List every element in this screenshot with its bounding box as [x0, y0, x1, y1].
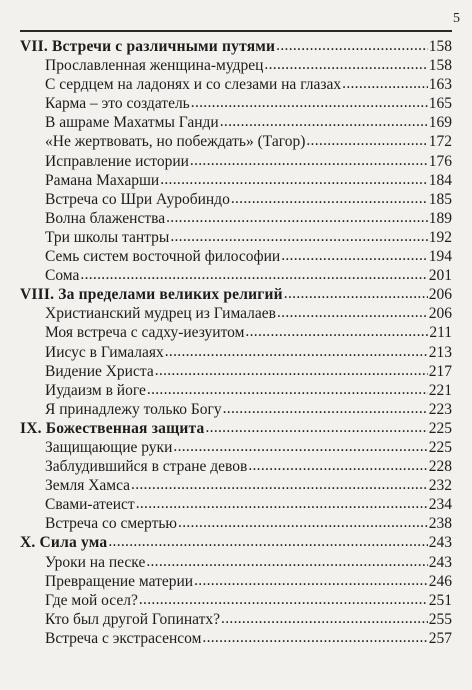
dot-leader	[342, 74, 428, 93]
entry-page: 213	[428, 343, 452, 361]
entry-title: Прославленная женщина-мудрец	[45, 57, 264, 75]
toc-entry[interactable]	[20, 152, 452, 171]
section-page: 158	[428, 38, 452, 55]
entry-page: 206	[428, 305, 452, 323]
dot-leader	[194, 571, 428, 590]
dot-leader	[284, 284, 428, 303]
entry-title: Превращение материи	[45, 572, 194, 590]
dot-leader	[277, 303, 428, 322]
toc-section-7[interactable]	[20, 37, 452, 56]
entry-page: 217	[428, 362, 452, 380]
entry-title: Встреча с экстрасенсом	[45, 629, 202, 647]
dot-leader	[248, 456, 427, 475]
dot-leader	[131, 475, 428, 494]
dot-leader	[170, 227, 427, 246]
entry-title: Встреча со смертью	[45, 515, 178, 533]
entry-page: 194	[428, 248, 452, 266]
toc-entry[interactable]	[20, 591, 452, 610]
dot-leader	[276, 36, 428, 55]
toc-entry[interactable]	[20, 171, 452, 190]
entry-title: Встреча со Шри Ауробиндо	[45, 190, 230, 208]
toc-entry[interactable]	[20, 190, 452, 209]
entry-title: Защищающие руки	[45, 438, 173, 456]
toc-entry[interactable]	[20, 400, 452, 419]
entry-page: 165	[428, 95, 452, 113]
entry-title: С сердцем на ладонях и со слезами на глазах	[45, 76, 342, 94]
toc-entry[interactable]	[20, 476, 452, 495]
toc-entry[interactable]	[20, 572, 452, 591]
toc-entry[interactable]	[20, 629, 452, 648]
section-title: VIII. За пределами великих религий	[20, 286, 283, 304]
entry-page: 223	[428, 400, 452, 418]
dot-leader	[165, 342, 428, 361]
page-number: 5	[453, 11, 460, 26]
entry-title: Видение Христа	[45, 362, 154, 380]
dot-leader	[173, 437, 427, 456]
dot-leader	[245, 322, 428, 341]
section-page: 225	[428, 419, 452, 437]
dot-leader	[146, 552, 427, 571]
entry-title: Кто был другой Гопинатх?	[45, 610, 221, 628]
toc-entry[interactable]	[20, 94, 452, 113]
toc-entry[interactable]	[20, 323, 452, 342]
dot-leader	[231, 189, 428, 208]
toc-entry[interactable]	[20, 247, 452, 266]
toc-entry[interactable]	[20, 362, 452, 381]
toc-entry[interactable]	[20, 610, 452, 629]
entry-title: Карма – это создатель	[45, 95, 190, 113]
entry-page: 184	[428, 171, 452, 189]
dot-leader	[108, 532, 427, 551]
toc-entry[interactable]	[20, 438, 452, 457]
entry-title: Исправление истории	[45, 152, 189, 170]
toc-entry[interactable]	[20, 209, 452, 228]
entry-page: 234	[428, 496, 452, 514]
toc-entry[interactable]	[20, 56, 452, 75]
entry-title: Сома	[45, 267, 80, 285]
entry-title: Заблудившийся в стране девов	[45, 458, 248, 476]
toc-section-8[interactable]	[20, 285, 452, 304]
toc-entry[interactable]	[20, 514, 452, 533]
toc-entry[interactable]	[20, 495, 452, 514]
toc-entry[interactable]	[20, 228, 452, 247]
toc-entry[interactable]	[20, 304, 452, 323]
entry-page: 243	[428, 553, 452, 571]
dot-leader	[281, 246, 428, 265]
dot-leader	[160, 170, 428, 189]
entry-page: 211	[429, 324, 452, 342]
dot-leader	[136, 494, 428, 513]
dot-leader	[190, 151, 428, 170]
entry-page: 232	[428, 477, 452, 495]
dot-leader	[147, 380, 428, 399]
entry-page: 172	[428, 133, 452, 151]
entry-page: 163	[428, 76, 452, 94]
dot-leader	[306, 131, 427, 150]
entry-title: Я принадлежу только Богу	[45, 400, 222, 418]
entry-title: Иудаизм в йоге	[45, 381, 146, 399]
dot-leader	[139, 590, 428, 609]
section-page: 206	[428, 286, 452, 304]
toc-entry[interactable]	[20, 553, 452, 572]
entry-page: 257	[428, 629, 452, 647]
entry-page: 169	[428, 114, 452, 132]
table-of-contents	[20, 37, 452, 648]
entry-page: 228	[428, 458, 452, 476]
dot-leader	[191, 93, 428, 112]
dot-leader	[221, 609, 428, 628]
section-page: 243	[428, 534, 452, 552]
entry-title: Христианский мудрец из Гималаев	[45, 305, 276, 323]
entry-page: 225	[428, 438, 452, 456]
entry-title: Волна блаженства	[45, 209, 166, 227]
entry-title: Иисус в Гималаях	[45, 343, 164, 361]
entry-title: Где мой осел?	[45, 591, 138, 609]
entry-title: Три школы тантры	[45, 228, 170, 246]
toc-entry[interactable]	[20, 266, 452, 285]
toc-entry[interactable]	[20, 457, 452, 476]
entry-page: 201	[428, 267, 452, 285]
entry-page: 246	[428, 572, 452, 590]
toc-section-9[interactable]	[20, 419, 452, 438]
dot-leader	[178, 513, 428, 532]
toc-entry[interactable]	[20, 381, 452, 400]
entry-title: Свами-атеист	[45, 496, 135, 514]
entry-title: Семь систем восточной философии	[45, 248, 281, 266]
section-title: X. Сила ума	[20, 534, 108, 552]
entry-page: 176	[428, 152, 452, 170]
dot-leader	[80, 265, 427, 284]
toc-entry[interactable]	[20, 343, 452, 362]
dot-leader	[202, 628, 427, 647]
dot-leader	[223, 399, 428, 418]
dot-leader	[264, 55, 427, 74]
entry-title: Рамана Махарши	[45, 171, 160, 189]
entry-title: «Не жертвовать, но побеждать» (Тагор)	[45, 133, 306, 151]
entry-title: Моя встреча с садху-иезуитом	[45, 324, 245, 342]
toc-entry[interactable]	[20, 132, 452, 151]
toc-entry[interactable]	[20, 113, 452, 132]
section-title: VII. Встречи с различными путями	[20, 38, 276, 55]
entry-page: 185	[428, 190, 452, 208]
entry-title: В ашраме Махатмы Ганди	[45, 114, 219, 132]
entry-page: 221	[428, 381, 452, 399]
dot-leader	[205, 418, 427, 437]
dot-leader	[155, 361, 428, 380]
section-title: IX. Божественная защита	[20, 419, 205, 437]
entry-title: Земля Хамса	[45, 477, 131, 495]
entry-page: 251	[428, 591, 452, 609]
entry-page: 255	[428, 610, 452, 628]
toc-section-10[interactable]	[20, 533, 452, 552]
entry-page: 238	[428, 515, 452, 533]
toc-entry[interactable]	[20, 75, 452, 94]
dot-leader	[220, 112, 428, 131]
header-rule	[20, 30, 452, 32]
entry-title: Уроки на песке	[45, 553, 146, 571]
entry-page: 189	[428, 209, 452, 227]
dot-leader	[166, 208, 428, 227]
entry-page: 158	[428, 57, 452, 75]
entry-page: 192	[428, 228, 452, 246]
